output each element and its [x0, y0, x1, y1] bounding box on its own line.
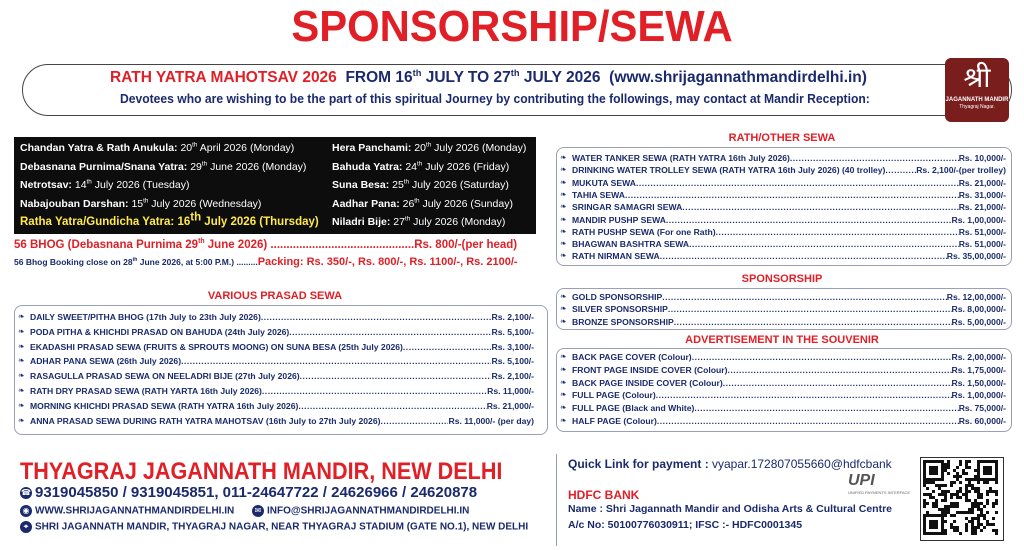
- rath-item: [560, 202, 1006, 212]
- rath-item: [560, 153, 1006, 163]
- souvenir-item: [560, 365, 1006, 375]
- rath-item-name: RATH PUSHP SEWA (For one Rath): [572, 226, 716, 237]
- rath-item-name: MANDIR PUSHP SEWA: [572, 214, 666, 225]
- bullet-icon: ❧: [18, 415, 25, 425]
- souvenir-item-name: BACK PAGE INSIDE COVER (Colour): [572, 377, 723, 388]
- prasad-item-price: Rs. 2,100/-: [491, 312, 534, 322]
- prasad-item: [18, 356, 534, 366]
- festival-date-right-3: Aadhar Pana: 26th July 2026 (Sunday): [332, 197, 513, 210]
- footer-divider: [556, 454, 557, 546]
- sponsorship-item: [560, 317, 1006, 327]
- logo-name: JAGANNATH MANDIR: [945, 97, 1009, 103]
- payment-label: Quick Link for payment :: [568, 457, 709, 471]
- prasad-item-price: Rs. 2,100/-: [491, 371, 534, 382]
- rath-item-name: RATH NIRMAN SEWA: [572, 251, 660, 262]
- sponsorship-item: [560, 304, 1006, 314]
- event-website: (www.shrijagannathmandirdelhi.in): [609, 69, 867, 86]
- event-from: FROM 16: [345, 69, 413, 86]
- souvenir-item-price: Rs. 75,000/-: [958, 403, 1006, 414]
- prasad-item: [18, 342, 534, 352]
- payment-qr-code[interactable]: [920, 457, 1004, 541]
- banner-event-line: [110, 69, 940, 87]
- sponsorship-item-price: Rs. 5,00,000/-: [951, 316, 1006, 327]
- phone-icon: ☎: [21, 488, 31, 498]
- sponsorship-item: [560, 292, 1006, 302]
- bullet-icon: ❧: [560, 177, 567, 187]
- prasad-item-price: Rs. 11,000/-: [487, 386, 534, 396]
- prasad-item: [18, 312, 534, 322]
- account-number: A/c No: 50100776030911; IFSC :- HDFC0001345: [568, 519, 803, 531]
- prasad-item-name: ANNA PRASAD SEWA DURING RATH YATRA MAHOTSAV (16th July to 27th July 2026): [30, 415, 381, 426]
- bullet-icon: ❧: [18, 356, 25, 366]
- bullet-icon: ❧: [560, 189, 567, 199]
- souvenir-item-name: FRONT PAGE INSIDE COVER (Colour): [572, 364, 728, 375]
- prasad-item-name: RASAGULLA PRASAD SEWA ON NEELADRI BIJE (27th July 2026): [30, 371, 300, 382]
- prasad-item-name: DAILY SWEET/PITHA BHOG (17th July to 23th July 2026): [30, 312, 261, 322]
- souvenir-item-name: BACK PAGE COVER (Colour): [572, 352, 692, 362]
- email-link[interactable]: ✉ INFO@SHRIJAGANNATHMANDIRDELHI.IN: [252, 505, 469, 517]
- festival-date-left-0: Chandan Yatra & Rath Anukula: 20th April 2026 (Monday): [20, 141, 295, 154]
- rath-item-price: Rs. 31,000/-: [958, 189, 1006, 200]
- prasad-item-price: Rs. 3,100/-: [491, 341, 534, 352]
- festival-date-left-1: Debasnana Purnima/Snana Yatra: 29th June 2026 (Monday): [20, 160, 307, 173]
- sponsorship-item-price: Rs. 8,00,000/-: [951, 304, 1006, 315]
- bullet-icon: ❧: [560, 214, 567, 224]
- prasad-item: [18, 401, 534, 411]
- logo-place: Thyagraj Nagar.: [959, 104, 995, 110]
- from-sup: th: [412, 67, 422, 78]
- rath-item: [560, 227, 1006, 237]
- logo-glyph: श्री: [963, 61, 991, 94]
- prasad-item: [18, 327, 534, 337]
- bullet-icon: ❧: [18, 386, 25, 395]
- rath-item-name: BHAGWAN BASHTRA SEWA: [572, 239, 690, 250]
- prasad-item-price: Rs. 21,000/-: [486, 400, 534, 411]
- festival-date-right-4: Niladri Bije: 27th July 2026 (Monday): [332, 215, 506, 228]
- prasad-item-name: RATH DRY PRASAD SEWA (RATH YARTA 16th July 2026): [30, 386, 262, 396]
- rath-item-price: Rs. 21,000/-: [958, 177, 1006, 188]
- prasad-item-name: PODA PITHA & KHICHDI PRASAD ON BAHUDA (24th July 2026): [30, 326, 290, 337]
- rath-item: [560, 239, 1006, 249]
- to-sup: th: [510, 67, 520, 78]
- bullet-icon: ❧: [560, 377, 567, 387]
- rath-item-name: MUKUTA SEWA: [572, 177, 636, 188]
- rath-heading: RATH/OTHER SEWA: [728, 132, 836, 144]
- page-title: SPONSORSHIP/SEWA: [291, 2, 733, 51]
- bullet-icon: ❧: [18, 312, 25, 321]
- souvenir-item-price: Rs. 1,00,000/-: [951, 390, 1006, 401]
- souvenir-item-price: Rs. 1,75,000/-: [951, 364, 1006, 375]
- prasad-item-name: MORNING KHICHDI PRASAD SEWA (RATH YATRA 16th July 2026): [30, 400, 299, 411]
- prasad-heading: VARIOUS PRASAD SEWA: [207, 290, 343, 302]
- globe-icon: ◉: [20, 505, 32, 517]
- bullet-icon: ❧: [560, 352, 567, 361]
- bullet-icon: ❧: [560, 316, 567, 326]
- souvenir-item: [560, 416, 1006, 426]
- bullet-icon: ❧: [18, 371, 25, 381]
- bullet-icon: ❧: [560, 292, 567, 301]
- rath-item: [560, 178, 1006, 188]
- festival-dates-box: [14, 137, 536, 234]
- souvenir-item-price: Rs. 1,50,000/-: [951, 377, 1006, 388]
- bhog-booking-line: 56 Bhog Booking close on 28th June 2026, at 5:00 P.M.) .........Packing: Rs. 350/-, Rs. 800/-, Rs. 1100/-, Rs. 2100/-: [14, 256, 518, 268]
- prasad-item-name: ADHAR PANA SEWA (26th July 2026): [30, 356, 182, 367]
- bullet-icon: ❧: [560, 390, 567, 400]
- rath-item-name: SRINGAR SAMAGRI SEWA: [572, 202, 683, 213]
- bullet-icon: ❧: [18, 326, 25, 336]
- souvenir-item: [560, 352, 1006, 362]
- rath-item-price: Rs. 51,000/-: [958, 239, 1006, 250]
- festival-date-left-4: Ratha Yatra/Gundicha Yatra: 16th July 2026 (Thursday): [20, 211, 319, 228]
- event-to: JULY 2026: [519, 69, 601, 86]
- souvenir-heading: ADVERTISEMENT IN THE SOUVENIR: [685, 334, 879, 346]
- souvenir-item-price: Rs. 2,00,000/-: [951, 352, 1006, 362]
- website-link[interactable]: ◉ WWW.SHRIJAGANNATHMANDIRDELHI.IN: [20, 505, 234, 517]
- prasad-item: [18, 416, 534, 426]
- souvenir-item-price: Rs. 60,000/-: [958, 416, 1006, 426]
- bank-name: HDFC BANK: [568, 488, 640, 502]
- bullet-icon: ❧: [560, 226, 567, 236]
- souvenir-item-name: FULL PAGE (Black and White): [572, 403, 695, 414]
- banner-subtitle: Devotees who are wishing to be the part of this spiritual Journey by contributing the followings, may contact at Mandir Reception:: [120, 92, 870, 106]
- upi-logo-sub: UNIFIED PAYMENTS INTERFACE: [848, 490, 911, 495]
- rath-item: [560, 190, 1006, 200]
- rath-item: [560, 165, 1006, 175]
- bullet-icon: ❧: [560, 165, 567, 175]
- qr-pattern: [921, 458, 1001, 538]
- prasad-item: [18, 386, 534, 396]
- festival-date-left-2: Netrotsav: 14th July 2026 (Tuesday): [20, 178, 190, 191]
- sponsorship-item-name: GOLD SPONSORSHIP: [572, 292, 663, 302]
- email-icon: ✉: [252, 505, 264, 517]
- bullet-icon: ❧: [560, 364, 567, 374]
- sponsorship-item-price: Rs. 12,00,000/-: [946, 292, 1006, 302]
- prasad-item-price: Rs. 5,100/-: [491, 356, 534, 367]
- rath-item-price: Rs. 35,00,000/-: [946, 251, 1006, 262]
- rath-item: [560, 215, 1006, 225]
- rath-item-name: WATER TANKER SEWA (RATH YATRA 16th July 2026): [572, 153, 790, 163]
- souvenir-item-name: HALF PAGE (Colour): [572, 416, 657, 426]
- souvenir-item: [560, 403, 1006, 413]
- rath-item-price: Rs. 10,000/-: [958, 153, 1006, 163]
- upi-logo: UPI: [848, 472, 875, 489]
- festival-date-right-2: Suna Besa: 25th July 2026 (Saturday): [332, 178, 509, 191]
- bullet-icon: ❧: [560, 153, 567, 162]
- souvenir-item-name: FULL PAGE (Colour): [572, 390, 656, 401]
- rath-item-name: DRINKING WATER TROLLEY SEWA (RATH YATRA 16th July 2026) (40 trolley): [572, 165, 886, 176]
- bhog-line: 56 BHOG (Debasnana Purnima 29th June 2026) .............................................Rs. 800/-(per head): [14, 238, 518, 251]
- sponsorship-heading: SPONSORSHIP: [741, 273, 823, 285]
- location-icon: ⌖: [20, 521, 32, 533]
- souvenir-item: [560, 390, 1006, 400]
- payment-vpa[interactable]: vyapar.172807055660@hdfcbank: [712, 457, 892, 471]
- rath-item: [560, 251, 1006, 261]
- rath-item-price: Rs. 1,00,000/-: [951, 214, 1006, 225]
- address: ⌖ SHRI JAGANNATH MANDIR, THYAGRAJ NAGAR, NEAR THYAGRAJ STADIUM (GATE NO.1), NEW DELHI: [20, 521, 528, 533]
- event-mid: JULY TO 27: [421, 69, 511, 86]
- event-name: RATH YATRA MAHOTSAV 2026: [110, 69, 337, 86]
- souvenir-item: [560, 378, 1006, 388]
- prasad-item-price: Rs. 5,100/-: [491, 326, 534, 337]
- bullet-icon: ❧: [560, 251, 567, 261]
- rath-item-name: TAHIA SEWA: [572, 189, 625, 200]
- festival-date-right-0: Hera Panchami: 20th July 2026 (Monday): [332, 141, 527, 154]
- bullet-icon: ❧: [18, 400, 25, 410]
- sponsorship-item-name: BRONZE SPONSORSHIP: [572, 316, 674, 327]
- account-name: Name : Shri Jagannath Mandir and Odisha Arts & Cultural Centre: [568, 503, 892, 515]
- festival-date-left-3: Nabajouban Darshan: 15th July 2026 (Wednesday): [20, 197, 262, 210]
- festival-date-right-1: Bahuda Yatra: 24th July 2026 (Friday): [332, 160, 510, 173]
- prasad-item: [18, 371, 534, 381]
- bullet-icon: ❧: [18, 341, 25, 351]
- rath-item-price: Rs. 51,000/-: [958, 226, 1006, 237]
- phone-numbers: ☎ 9319045850 / 9319045851, 011-24647722 / 24626966 / 24620878: [21, 484, 478, 501]
- bullet-icon: ❧: [560, 416, 567, 425]
- bullet-icon: ❧: [560, 239, 567, 249]
- bullet-icon: ❧: [560, 403, 567, 413]
- temple-name: THYAGRAJ JAGANNATH MANDIR, NEW DELHI: [20, 458, 503, 485]
- prasad-item-price: Rs. 11,000/- (per day): [448, 415, 534, 426]
- sponsorship-item-name: SILVER SPONSORSHIP: [572, 304, 668, 315]
- bullet-icon: ❧: [560, 202, 567, 212]
- bullet-icon: ❧: [560, 304, 567, 314]
- prasad-item-name: EKADASHI PRASAD SEWA (FRUITS & SPROUTS MOONG) ON SUNA BESA (25th July 2026): [30, 341, 403, 352]
- rath-item-price: Rs. 2,100/-(per trolley): [916, 165, 1006, 176]
- rath-item-price: Rs. 21,000/-: [958, 202, 1006, 213]
- temple-logo: [945, 58, 1009, 122]
